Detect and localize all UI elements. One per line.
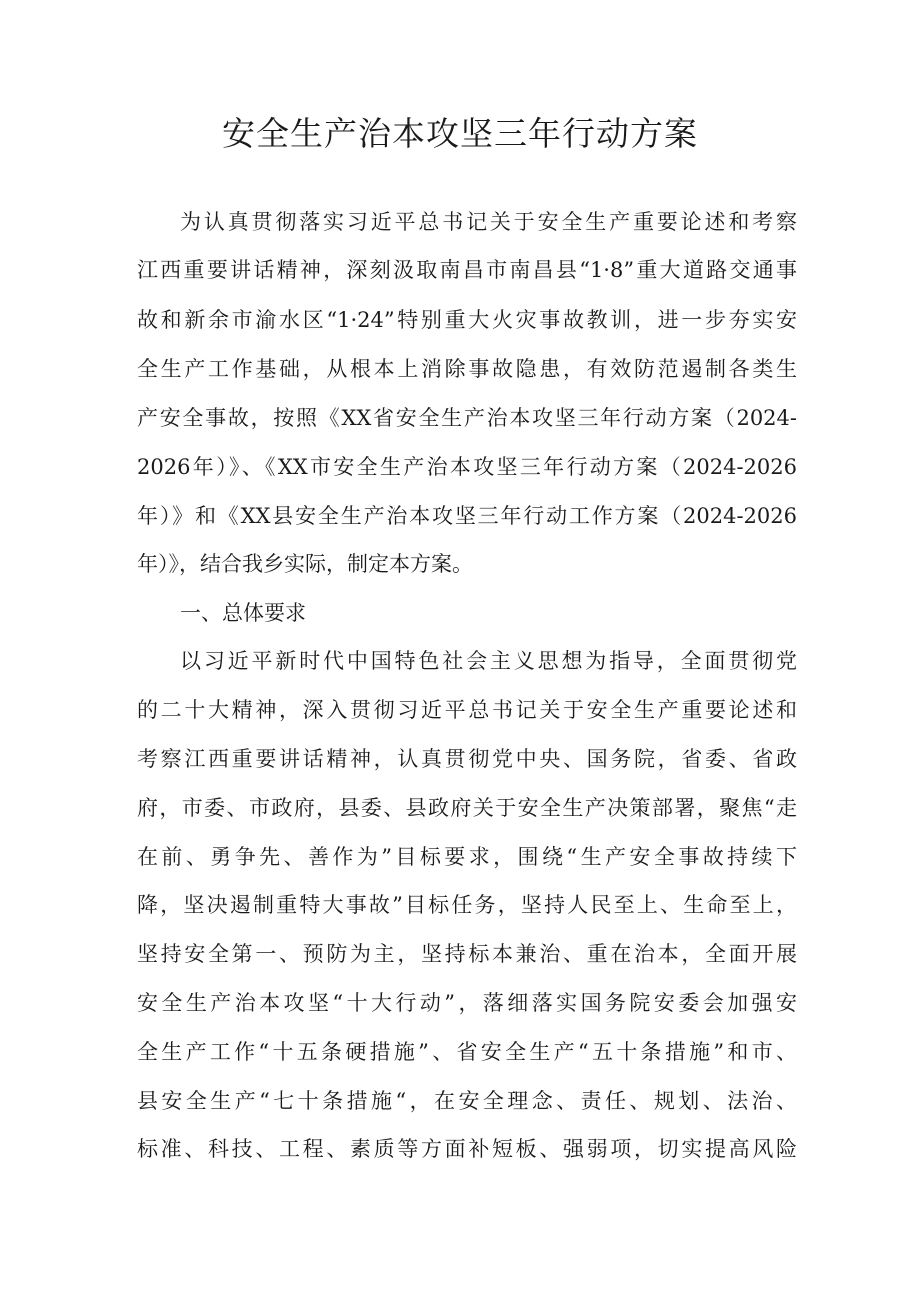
paragraph-line: 的二十大精神，深入贯彻习近平总书记关于安全生产重要论述和 [137,698,797,722]
paragraph-line: 降，坚决遏制重特大事故”目标任务，坚持人民至上、生命至上， [137,893,797,917]
paragraph-line: 年）》，结合我乡实际，制定本方案。 [137,552,473,576]
paragraph-line: 标准、科技、工程、素质等方面补短板、强弱项，切实提高风险 [137,1137,797,1161]
paragraph-line: 坚持安全第一、预防为主，坚持标本兼治、重在治本，全面开展 [137,942,797,966]
paragraph-line: 为认真贯彻落实习近平总书记关于安全生产重要论述和考察 [180,210,797,234]
paragraph-line: 县安全生产“七十条措施“，在安全理念、责任、规划、法治、 [137,1089,797,1113]
paragraph-line: 产安全事故，按照《XX省安全生产治本攻坚三年行动方案（2024- [137,406,797,430]
document-title: 安全生产治本攻坚三年行动方案 [222,114,698,153]
paragraph-line: 年）》和《XX县安全生产治本攻坚三年行动工作方案（2024-2026 [137,504,797,528]
paragraph-line: 在前、勇争先、善作为”目标要求，围绕“生产安全事故持续下 [137,845,797,869]
paragraph-line: 府，市委、市政府，县委、县政府关于安全生产决策部署，聚焦“走 [137,796,797,820]
section-heading: 一、总体要求 [180,601,306,625]
paragraph-line: 故和新余市渝水区“1·24”特别重大火灾事故教训，进一步夯实安 [137,308,797,332]
paragraph-line: 2026年）》、《XX市安全生产治本攻坚三年行动方案（2024-2026 [137,455,797,479]
paragraph-line: 全生产工作基础，从根本上消除事故隐患，有效防范遏制各类生 [137,357,797,381]
paragraph-line: 以习近平新时代中国特色社会主义思想为指导，全面贯彻党 [180,649,797,673]
paragraph-line: 全生产工作“十五条硬措施”、省安全生产“五十条措施”和市、 [137,1040,797,1064]
paragraph-line: 考察江西重要讲话精神，认真贯彻党中央、国务院，省委、省政 [137,747,797,771]
paragraph-line: 安全生产治本攻坚“十大行动”，落细落实国务院安委会加强安 [137,991,797,1015]
paragraph-line: 江西重要讲话精神，深刻汲取南昌市南昌县“1·8”重大道路交通事 [137,258,797,282]
